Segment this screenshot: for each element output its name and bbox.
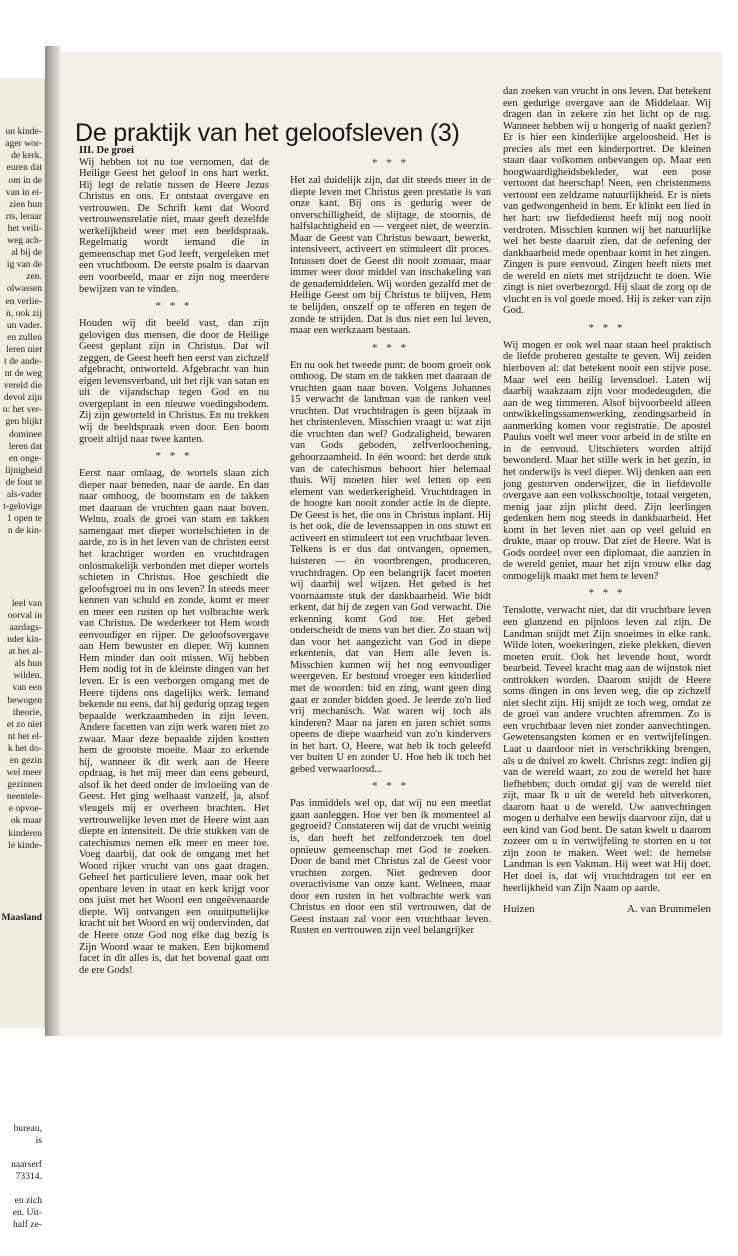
previous-page-block-3: Maasland (1, 912, 42, 924)
separator-stars: * * * (372, 157, 409, 169)
separator-stars: * * * (372, 341, 409, 354)
col1-paragraph-3: Eerst naar omlaag, de wortels slaan zich dieper naar beneden, naar de aarde. En dan naar omhoog, de boomstam en de takken met daaraan de vruchten gaan naar boven. Welnu, zoals de groei van stam en takken samengaat met dieper wortelschieten in de aarde, zo is in het leven van de christen eerst het krachtiger worden en vruchtdragen onlosmakelijk verbonden met dieper wortels schieten in Christus. Hoe geschiedt die geloofsgroei nu in ons leven? In steeds meer kennen van schuld en zonde, komt er meer en meer een rusten op het volbrachte werk van Christus. De wederkeer tot Hem wordt eenvoudiger en rijper. De geloofsovergave aan Hem bewuster en dieper. Wij kunnen Hem minder dan ooit missen. Wij hebben Hem nodig tot in de kleinste dingen van het leven. Er is een verborgen omgang met de Heere tijdens ons dagelijks werk. Iemand bekende nu eens, dat hij gedurig opzag tegen bepaalde werkzaamheden in zijn leven. Andere facetten van zijn werk waren niet zo zwaar. Maar deze bepaalde zijden kostten hem de grootste moeite. Maar zo erkende hij, wanneer ik dit werk aan de Heere opdraag, is het mij meer dan eens gebeurd, alsof ik het deed onder de invloeiing van de Geest. Het ging welhaast vanzelf, ja, alsof vleugels mij er overheen brachten. Het vertrouwelijke leven met de Heere wint aan diepte en intensiteit. De drie stukken van de catechismus nemen elk meer en meer toe. Voeg daarbij, dat ook de omgang met het Woord rijker vrucht van ons gaat dragen. Geheel het particuliere leven, maar ook het openbare leven in staat en kerk krijgt voor ons juist met het Woord een ongeëvenaarde diepte. Wij ontvangen een onuitputtelijke kracht uit het Woord en wij ondervinden, dat de Heere onze God nog elke dag bezig is Zijn Woord waar te maken. Een bijkomend facet in dit alles is, dat het bovenal gaat om de ere Gods! (79, 468, 269, 976)
author-name: A. van Brummelen (626, 903, 711, 916)
separator-stars: * * * (588, 587, 626, 600)
column-3 (503, 86, 711, 1036)
previous-page-text (1, 102, 42, 1256)
previous-page-block-2: leel van oorval in aardags- nder kin- at het al- als hun wilden. van een bewogen theorie, et zo niet nt het el- k het do- en gezin wel meer gezinnen neentele- e opvoe- ok maar kinderen le kinde- (6, 597, 42, 851)
place-name: Huizen (503, 903, 535, 916)
col3-paragraph-3: Tenslotte, verwacht niet, dat dit vruchtbare leven een glanzend en pijnloos leven zal zijn. De Landman snijdt met Zijn snoeimes in elke rank. Wilde loten, woekeringen, zieke plekken, dieven moeten eruit. Ook het levende hout, wordt bearbeid. Teveel kracht mag aan de wijnstok niet onttrokken worden. Daarom snijdt de Heere soms dingen in ons leven weg, die op zichzelf niet slecht zijn. Hij snijdt ze toch weg, omdat ze de groei van andere vruchten afremmen. Zo is een vruchtbaar leven niet zonder aanvechtingen. Gewetensangsten komen er en vertwijfelingen. Laat u daardoor niet in verschrikking brengen, als u de duivel zo kwelt. Christus zegt: indien gij van de wereld waart, zo zou de wereld het hare liefhebben; doch omdat gij van de wereld niet zijt, maar Ik u uit de wereld heb uitverkoren, daarom haat u de wereld. Uw aanvechtingen mogen u derhalve een bewijs daarvoor zijn, dat u een kind van God bent. De satan kwelt u daarom zozeer om u in vertwijfeling te storten en u tot zijn zoon te maken. Weet wel: de hemelse Landman is een Vakman. Hij weet wat Hij doet. Het doel is, dat wij vruchtdragen tot eer en heerlijkheid van Zijn Naam op aarde. (503, 605, 711, 894)
column-2 (290, 152, 491, 1032)
col2-paragraph-2: En nu ook het tweede punt: de boom groeit ook omhoog. De stam en de takken met daaraan de vruchten gaan naar boven. Volgens Johannes 15 verwacht de landman van de ranken veel vruchten. Dat vruchtdragen is geen bijzaak in het christenleven. Misschien vraagt u: wat zijn die vruchten dan wel? Godzaligheid, bewaren van Gods geboden, zelfverloochening, gehoorzaamheid. In één woord: het derde stuk van de catechismus behoort hier helemaal thuis. Wij moeten hier wel letten op een element van wederkerigheid. Vruchtdragen in de hoogte kan nooit zonder actie in de diepte. De Geest is het, die ons in Christus inplant. Hij is het ook, die de levenssappen in ons stuwt en activeert en stimuleert tot een vruchtbaar leven. Telkens is er dus dat ontvangen, opnemen, luisteren — èn voortbrengen, produceren, vruchtdragen. Op een belangrijk facet moeten wij daarbij wel wijzen. Het gebed is het voornaamste stuk der dankbaarheid. Wie bidt erkent, dat hij de zegen van God verwacht. Die erkenning komt God toe. Het gebed onderscheidt de mens van het dier. Zo staan wij dan voor het aangezicht van God in diepe erkentenis, dat van Hem alle leven is. Misschien kunnen wij het nog eenvoudiger weergeven. Er bestond vroeger een kinderlied met de woorden: bid en zing, want geen ding gaat er zonder bidden goed. Je leerde zo'n lied vrij mechanisch. Wat waren wij toch als kinderen? Maar na jaren en jaren schiet soms opeens de diepe waarheid van zo'n kindervers in het hart. O, Heere, wat heb ik toch geleefd ver buiten U en zonder U. Hoe heb ik toch het gebed verwaarloosd... (290, 359, 491, 775)
col3-paragraph-2: Wij mogen er ook wel naar staan heel praktisch de liefde proberen gestalte te geven. Wij zeiden hierboven al: dat betekent nooit een stijve pose. Maar wel een heilig levensdoel. Laten wij daarbij waakzaam zijn voor modedeugden, die aan de weg timmeren. Alsof bijvoorbeeld alleen ontwikkelingssamenwerking, zendingsarbeid in aanmerking komen voor registratie. De apostel Paulus voelt wel meer voor arbeid in de stilte en in de eenvoud. Uitschieters worden altijd bewonderd. Maar het stille werk in het gezin, in het onderwijs is veel dieper. Wij denken aan een jong gestorven onderwijzer, die in liefdevolle overgave aan een volksschooltje, totaal vergeten, menig jaar zijn plicht deed. Zijn leerlingen gedenken hem nog steeds in dankbaarheid. Het komt in het leven niet aan op veel geluid en drukte, maar op trouw. Dat ziet de Heere. Wat is Gods oordeel over een diplomaat, die aanzien in de wereld geniet, maar het zijn vrouw elke dag onmogelijk maakt met hem te leven? (503, 339, 711, 582)
separator-stars: * * * (155, 450, 193, 463)
previous-page-edge (0, 78, 45, 1231)
col2-paragraph-3: Pas inmiddels wel op, dat wij nu een meetlat gaan aanleggen. Hoe ver ben ik momenteel al gegroeid? Constateren wij dat de vrucht weinig is, dan heeft het zelfonderzoek ten doel opnieuw gemeenschap met God te zoeken. Door de band met Christus zal de Geest voor vruchten zorgen. Niet gedreven door overactivisme van onze kant. Welneen, maar door een rusten in het volbrachte werk van Christus en door een stil vertrouwen, dat de Geest instaan zal voor een vruchtbaar leven. Rusten en vertrouwen zijn veel belangrijker (290, 798, 491, 937)
col2-paragraph-1: Het zal duidelijk zijn, dat dit steeds meer in de diepte leven met Christus geen prestatie is van onze kant. Bij ons is gedurig weer de onverschilligheid, de slijtage, de stoornis, de halfslachtigheid en — vergeet niet, de weerzin. Maar de Geest van Christus bewaart, bewerkt, intensiveert, activeert en stimuleert dit proces. Intussen doet de Geest dit nooit zomaar, maar immer weer door middel van inschakeling van de genademiddelen. Wij worden gezalfd met de Heilige Geest om bij Christus te blijven, Hem te belijden, onszelf op te offeren en tegen de zonde te strijden. Dat is dus niet een lui leven, maar een werkzaam bestaan. (290, 175, 491, 337)
book-spine-shadow (45, 46, 60, 1036)
previous-page-block-4: bureau, is naarserf 73314. en zich en. Uit- half ze- (11, 1122, 42, 1231)
separator-stars: * * * (155, 300, 193, 313)
signature-line (503, 904, 711, 916)
section-heading: III. De groei (79, 145, 134, 156)
separator-stars: * * * (372, 780, 409, 793)
col3-paragraph-1: dan zoeken van vrucht in ons leven. Dat betekent een gedurige overgave aan de Middelaar. Wij dragen dan in zekere zin het licht op de rug. Wanneer hebben wij u hongerig of naakt gezien? Er is hier een kinderlijke argeloosheid. Het is precies als met een kinderportret. De kleinen staan daar volkomen onbevangen op. Maar een hoogwaardigheidsbekleder, wat een pose vertoont dat heerschap! Neen, een christenmens vertoont een zeldzame natuurlijkheid. Er is niets van gedwongenheid in hem. Er klinkt een lied in het hart: uw liefdedienst heeft mij nog nooit verdroten. Misschien kunnen wij het natuurlijke wel het beste daaruit zien, dat de oefening der dankbaarheid mede openbaar komt in het zingen. Zingen is pure eenvoud. Zingen heeft niets met de wereld en niets met strijdzucht te doen. Wie zingt is niet overbezorgd. Hij slaat de zorg op de vlucht en is vol goede moed. Hij is zeker van zijn God. (503, 86, 711, 317)
col1-paragraph-2: Houden wij dit beeld vast, dan zijn gelovigen dus mensen, die door de Heilige Geest geplant zijn in Christus. Dat wil zeggen, de Geest heeft hen eerst van zichzelf afgebracht, ontworteld. Afgebracht van hun eigen levensverband, uit het rijk van satan en uit de vijandschap tegen God en nu overgeplant in een nieuwe voedingsbodem. Zij zijn geworteld in Christus. En nu trekken wij de beeldspraak even door. Een boom groeit altijd naar twee kanten. (79, 318, 269, 445)
separator-stars: * * * (588, 321, 626, 334)
previous-page-block-1: un kinde- ager wor- de kerk. euren dat om in de van in ei- zien hun rts, leraar het veili- weg ach- al bij de ig van de zen. olwassen en verlie- n, ook zij un vader. en zullen leren niet t de ande- nt de weg vereld die devol zijn n: het ver- gen blijkt dominee leren dat en onge- lijnigheid de fout te als-vader t-gelovige 1 open te n de kin- (2, 126, 42, 537)
article-title: De praktijk van het geloofsleven (3) (75, 119, 460, 147)
col1-paragraph-1: Wij hebben tot nu toe vernomen, dat de Heilige Geest het geloof in ons hart werkt. Hij legt de relatie tussen de Heere Jezus Christus en ons. Er ontstaat overgave en vertrouwen. De Schrift kent dat Woord vertrouwensrelatie niet, maar geeft dezelfde werkelijkheid weer met een beeldspraak. Regelmatig wordt iemand die in gemeenschap met God leeft, vergeleken met een vruchtboom. De eerste psalm is daarvan een voorbeeld, maar er zijn nog meerdere bewijzen van te vinden. (79, 156, 269, 295)
magazine-page (60, 52, 722, 1037)
column-1 (79, 145, 269, 1035)
